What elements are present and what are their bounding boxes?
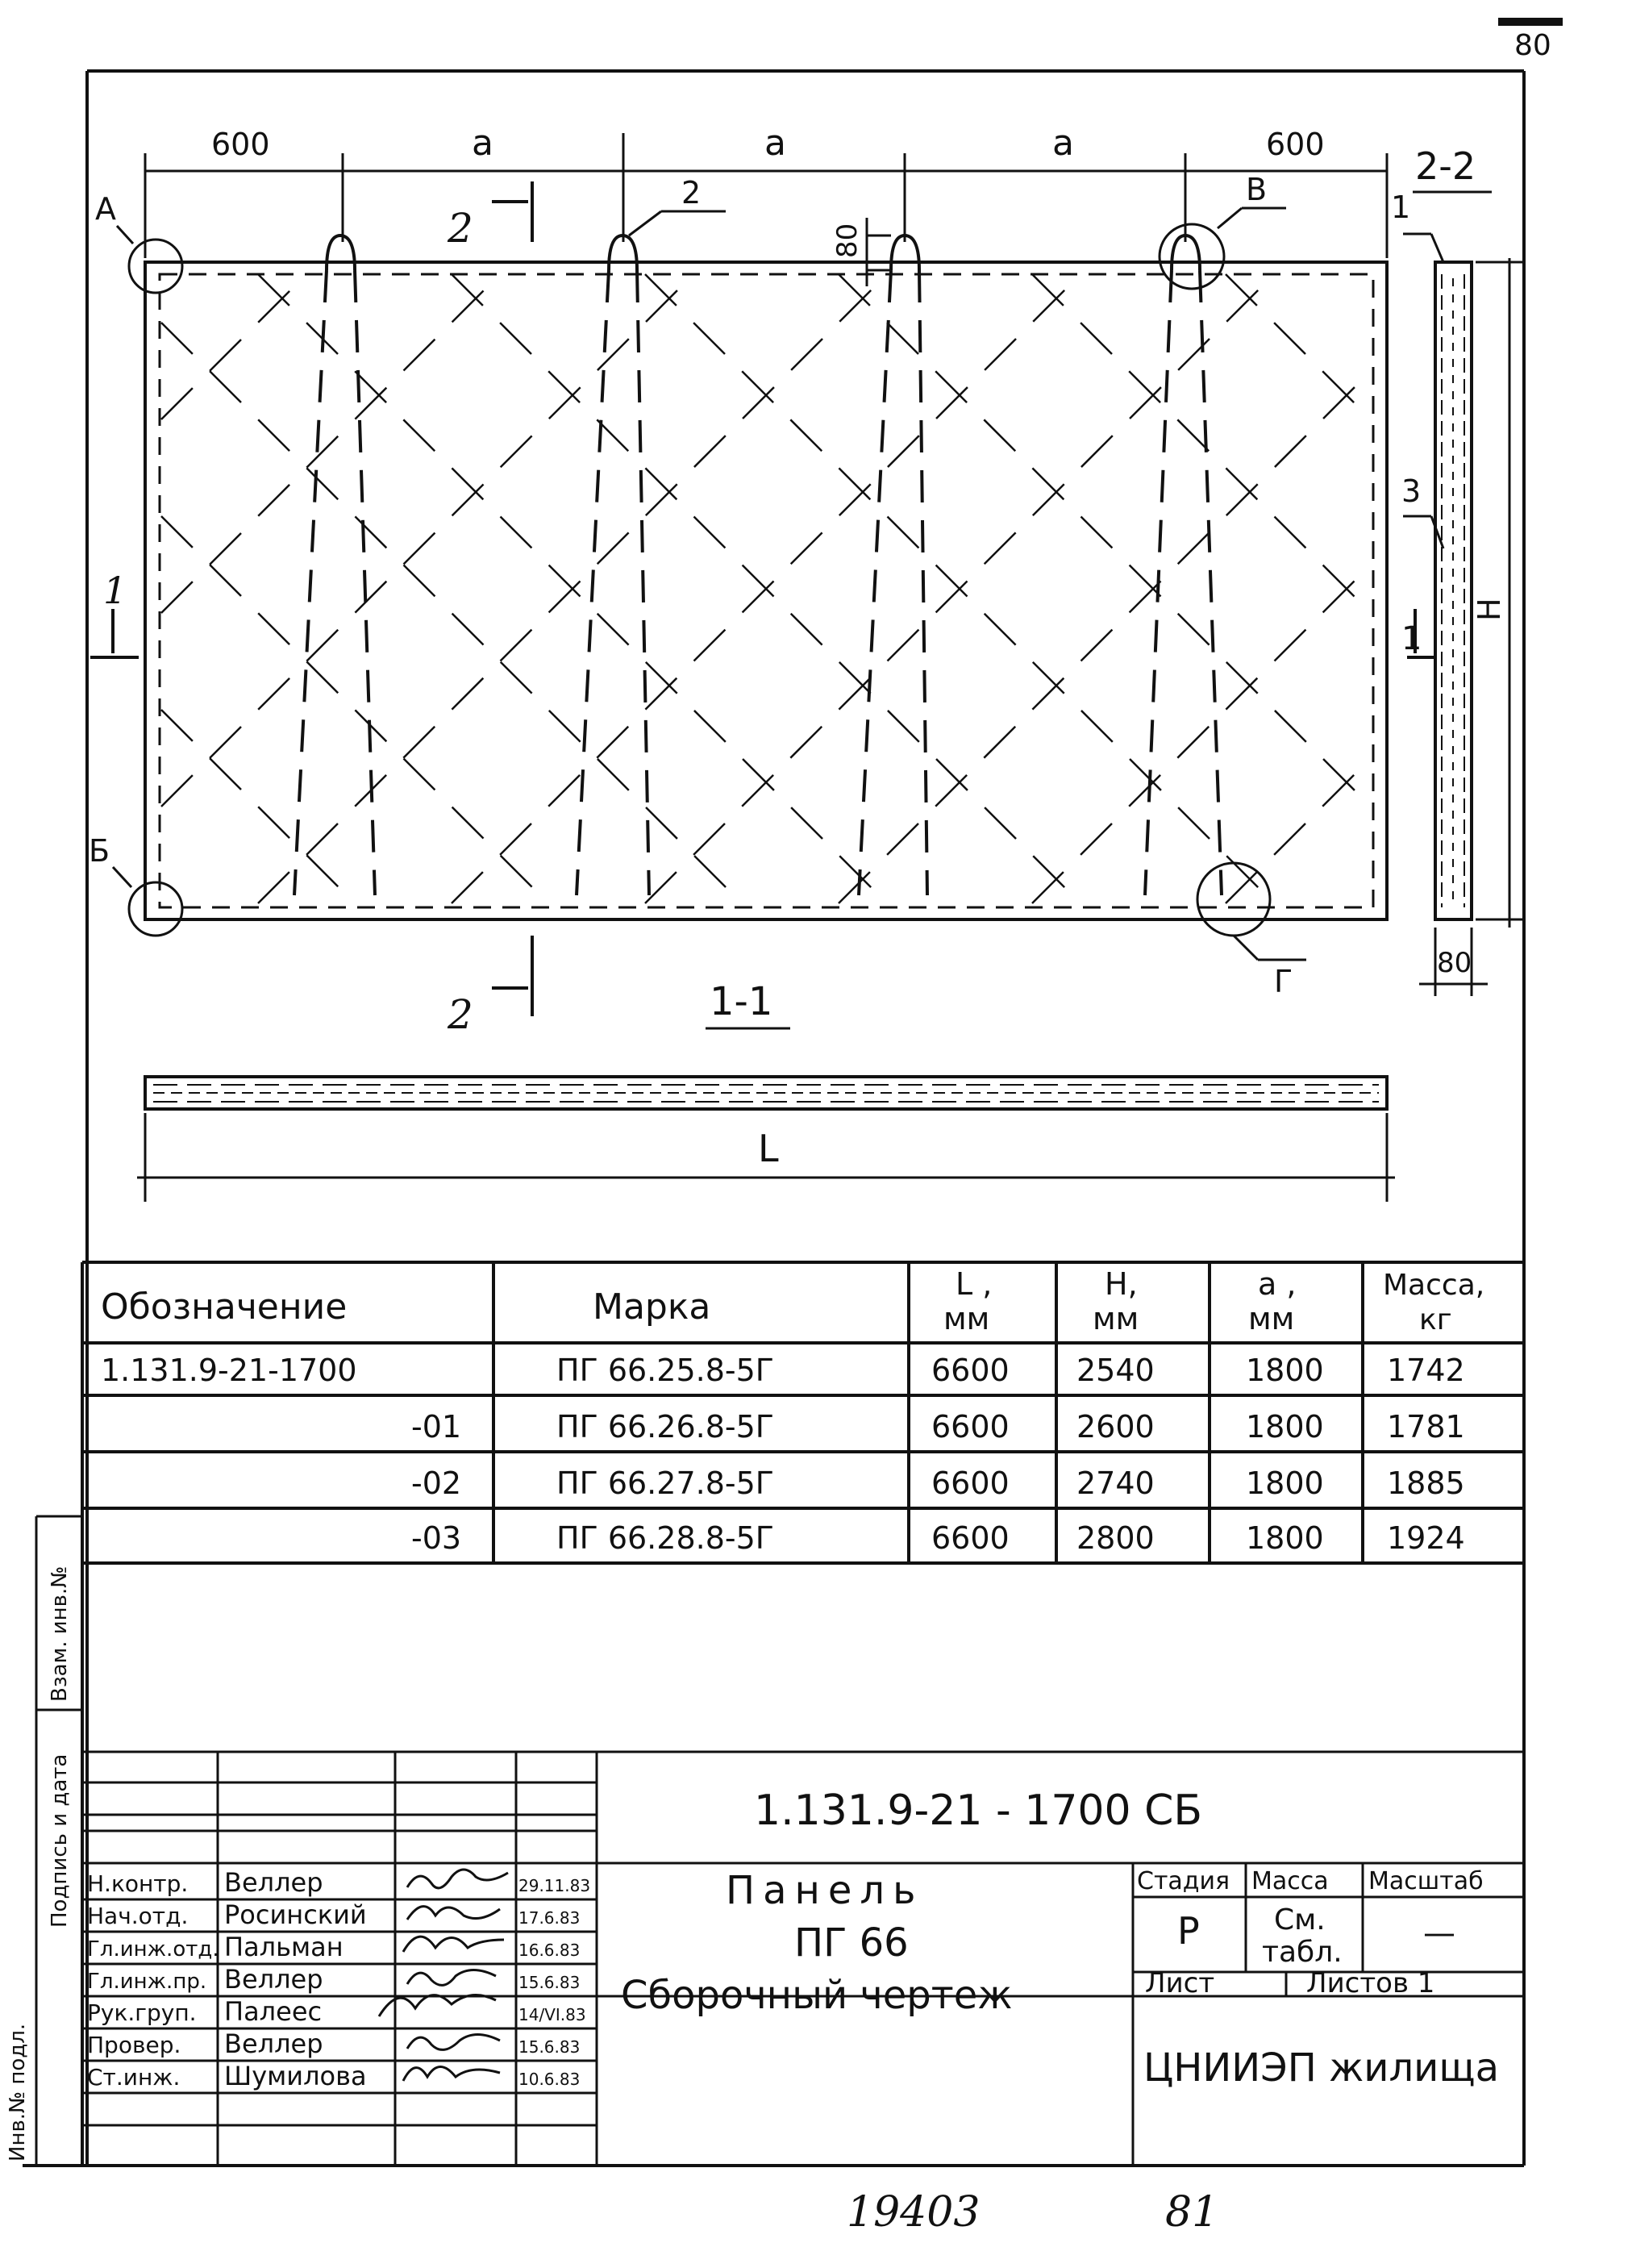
- sign-name: Веллер: [224, 1867, 323, 1898]
- sign-date: 29.11.83: [518, 1876, 591, 1895]
- footer-right: 81: [1165, 2188, 1219, 2237]
- cell-mark: ПГ 66.27.8-5Г: [556, 1465, 774, 1501]
- cut-2-bottom: 2: [448, 991, 473, 1038]
- th-mass-top: Масса,: [1383, 1269, 1485, 1302]
- table-row: [101, 1353, 1465, 1388]
- cell-mark: ПГ 66.25.8-5Г: [556, 1353, 774, 1388]
- organization: ЦНИИЭП жилища: [1143, 2045, 1499, 2091]
- sign-role: Рук.груп.: [87, 1999, 197, 2026]
- sign-date: 15.6.83: [518, 2037, 581, 2057]
- cell-a: 1800: [1246, 1353, 1324, 1388]
- table-row: [411, 1409, 1465, 1445]
- section-1-1-label: 1-1: [710, 979, 773, 1024]
- callouts: [113, 208, 1306, 960]
- sign-name: Веллер: [224, 2028, 323, 2059]
- callout-B: В: [1246, 172, 1268, 207]
- corner-number: 80: [1514, 29, 1551, 62]
- cell-mass: 1924: [1387, 1520, 1465, 1556]
- cell-L: 6600: [931, 1465, 1010, 1501]
- cell-designation: -01: [411, 1409, 462, 1445]
- scale-label: Масштаб: [1368, 1867, 1484, 1895]
- cell-mass: 1742: [1387, 1353, 1465, 1388]
- dim-H: H: [1472, 598, 1507, 621]
- th-designation: Обозначение: [101, 1286, 348, 1328]
- list-item: [87, 1964, 580, 1995]
- mass-value-1: См.: [1274, 1903, 1326, 1937]
- sign-name: Веллер: [224, 1964, 323, 1995]
- section-2-2-label: 2-2: [1415, 144, 1476, 188]
- cell-H: 2540: [1076, 1353, 1155, 1388]
- dim-a-3: a: [1052, 123, 1074, 164]
- dim-80-top: 80: [831, 223, 864, 258]
- signature-marks: [379, 1870, 508, 2081]
- list-item: [87, 2061, 580, 2091]
- cell-H: 2600: [1076, 1409, 1155, 1445]
- callout-pos3: 3: [1401, 473, 1422, 509]
- th-mark: Марка: [593, 1286, 711, 1328]
- title-line2: ПГ 66: [794, 1920, 909, 1966]
- table-row: [411, 1520, 1465, 1556]
- th-H-unit: мм: [1093, 1301, 1139, 1336]
- sign-name: Шумилова: [224, 2061, 367, 2091]
- lifting-loops: [294, 236, 1222, 895]
- mass-label: Масса: [1251, 1867, 1329, 1895]
- title-line1: Панель: [726, 1868, 924, 1913]
- dim-80-side: 80: [1437, 947, 1472, 979]
- sheet-frame: [23, 71, 1524, 2166]
- sign-date: 10.6.83: [518, 2070, 581, 2089]
- sign-role: Гл.инж.отд.: [87, 1937, 219, 1962]
- sign-role: Гл.инж.пр.: [87, 1970, 207, 1994]
- list-item: [87, 1932, 580, 1962]
- list-item: [87, 1996, 586, 2027]
- dim-L: L: [758, 1127, 779, 1170]
- sign-role: Провер.: [87, 2032, 181, 2058]
- doc-code: 1.131.9-21 - 1700 СБ: [754, 1786, 1203, 1835]
- footer-left: 19403: [847, 2188, 981, 2237]
- mass-value-2: табл.: [1262, 1936, 1343, 1969]
- callout-Г: Г: [1274, 964, 1293, 999]
- dim-a-2: a: [764, 123, 786, 164]
- cut-1-markers: [90, 609, 1439, 657]
- side-stamp-2: Подпись и дата: [48, 1753, 72, 1928]
- panel-outline: [145, 262, 1387, 919]
- list-item: [87, 1867, 590, 1898]
- th-H-top: H,: [1105, 1266, 1138, 1302]
- corner-bar: [1498, 18, 1563, 26]
- cell-a: 1800: [1246, 1465, 1324, 1501]
- cell-L: 6600: [931, 1409, 1010, 1445]
- callout-pos2: 2: [681, 175, 702, 211]
- panel-inner-dashed: [160, 274, 1373, 907]
- callout-A: А: [95, 191, 116, 227]
- sign-date: 15.6.83: [518, 1973, 581, 1992]
- sign-role: Ст.инж.: [87, 2064, 181, 2091]
- title-line3: Сборочный чертеж: [621, 1973, 1013, 2018]
- cell-mass: 1885: [1387, 1465, 1465, 1501]
- th-L-top: L ,: [956, 1266, 993, 1302]
- side-stamp-1: Инв.№ подл.: [6, 2023, 30, 2162]
- sign-role: Н.контр.: [87, 1870, 189, 1897]
- th-mass-unit: кг: [1419, 1303, 1452, 1336]
- cell-designation: -02: [411, 1465, 462, 1501]
- sign-date: 14/VI.83: [518, 2005, 586, 2024]
- list-item: [87, 1899, 580, 1930]
- cell-mass: 1781: [1387, 1409, 1465, 1445]
- sheet-label: Лист: [1145, 1967, 1215, 1999]
- stage-value: Р: [1177, 1909, 1200, 1953]
- cell-a: 1800: [1246, 1409, 1324, 1445]
- reinforcement-mesh: [161, 274, 1371, 903]
- stage-label: Стадия: [1137, 1867, 1230, 1895]
- sign-date: 17.6.83: [518, 1908, 581, 1928]
- dim-a-1: a: [472, 123, 493, 164]
- cell-H: 2740: [1076, 1465, 1155, 1501]
- sign-date: 16.6.83: [518, 1941, 581, 1960]
- dim-80-loop: [867, 218, 891, 286]
- sign-name: Палеес: [224, 1996, 323, 2027]
- callout-Б: Б: [89, 833, 110, 869]
- scale-value: —: [1423, 1915, 1455, 1952]
- dim-600-left: 600: [211, 127, 270, 162]
- sign-name: Росинский: [224, 1899, 367, 1930]
- cut-1-left: 1: [103, 569, 127, 612]
- th-a-top: a ,: [1258, 1266, 1297, 1302]
- th-a-unit: мм: [1248, 1301, 1295, 1336]
- cell-designation: 1.131.9-21-1700: [101, 1353, 357, 1388]
- callout-pos1: 1: [1391, 190, 1411, 225]
- sign-role: Нач.отд.: [87, 1903, 189, 1929]
- cell-H: 2800: [1076, 1520, 1155, 1556]
- cell-L: 6600: [931, 1520, 1010, 1556]
- cell-mark: ПГ 66.26.8-5Г: [556, 1409, 774, 1445]
- sheets-label: Листов 1: [1306, 1967, 1435, 1999]
- dim-600-right: 600: [1266, 127, 1325, 162]
- cut-2-markers: [492, 181, 532, 1016]
- cut-1-right: 1: [1401, 620, 1422, 657]
- cell-L: 6600: [931, 1353, 1010, 1388]
- cell-a: 1800: [1246, 1520, 1324, 1556]
- th-L-unit: мм: [943, 1301, 990, 1336]
- table-row: [411, 1465, 1465, 1501]
- sign-name: Пальман: [224, 1932, 344, 1962]
- side-stamp-3: Взам. инв.№: [48, 1566, 72, 1702]
- cell-designation: -03: [411, 1520, 462, 1556]
- cut-2-top: 2: [448, 205, 473, 252]
- list-item: [87, 2028, 580, 2059]
- cell-mark: ПГ 66.28.8-5Г: [556, 1520, 774, 1556]
